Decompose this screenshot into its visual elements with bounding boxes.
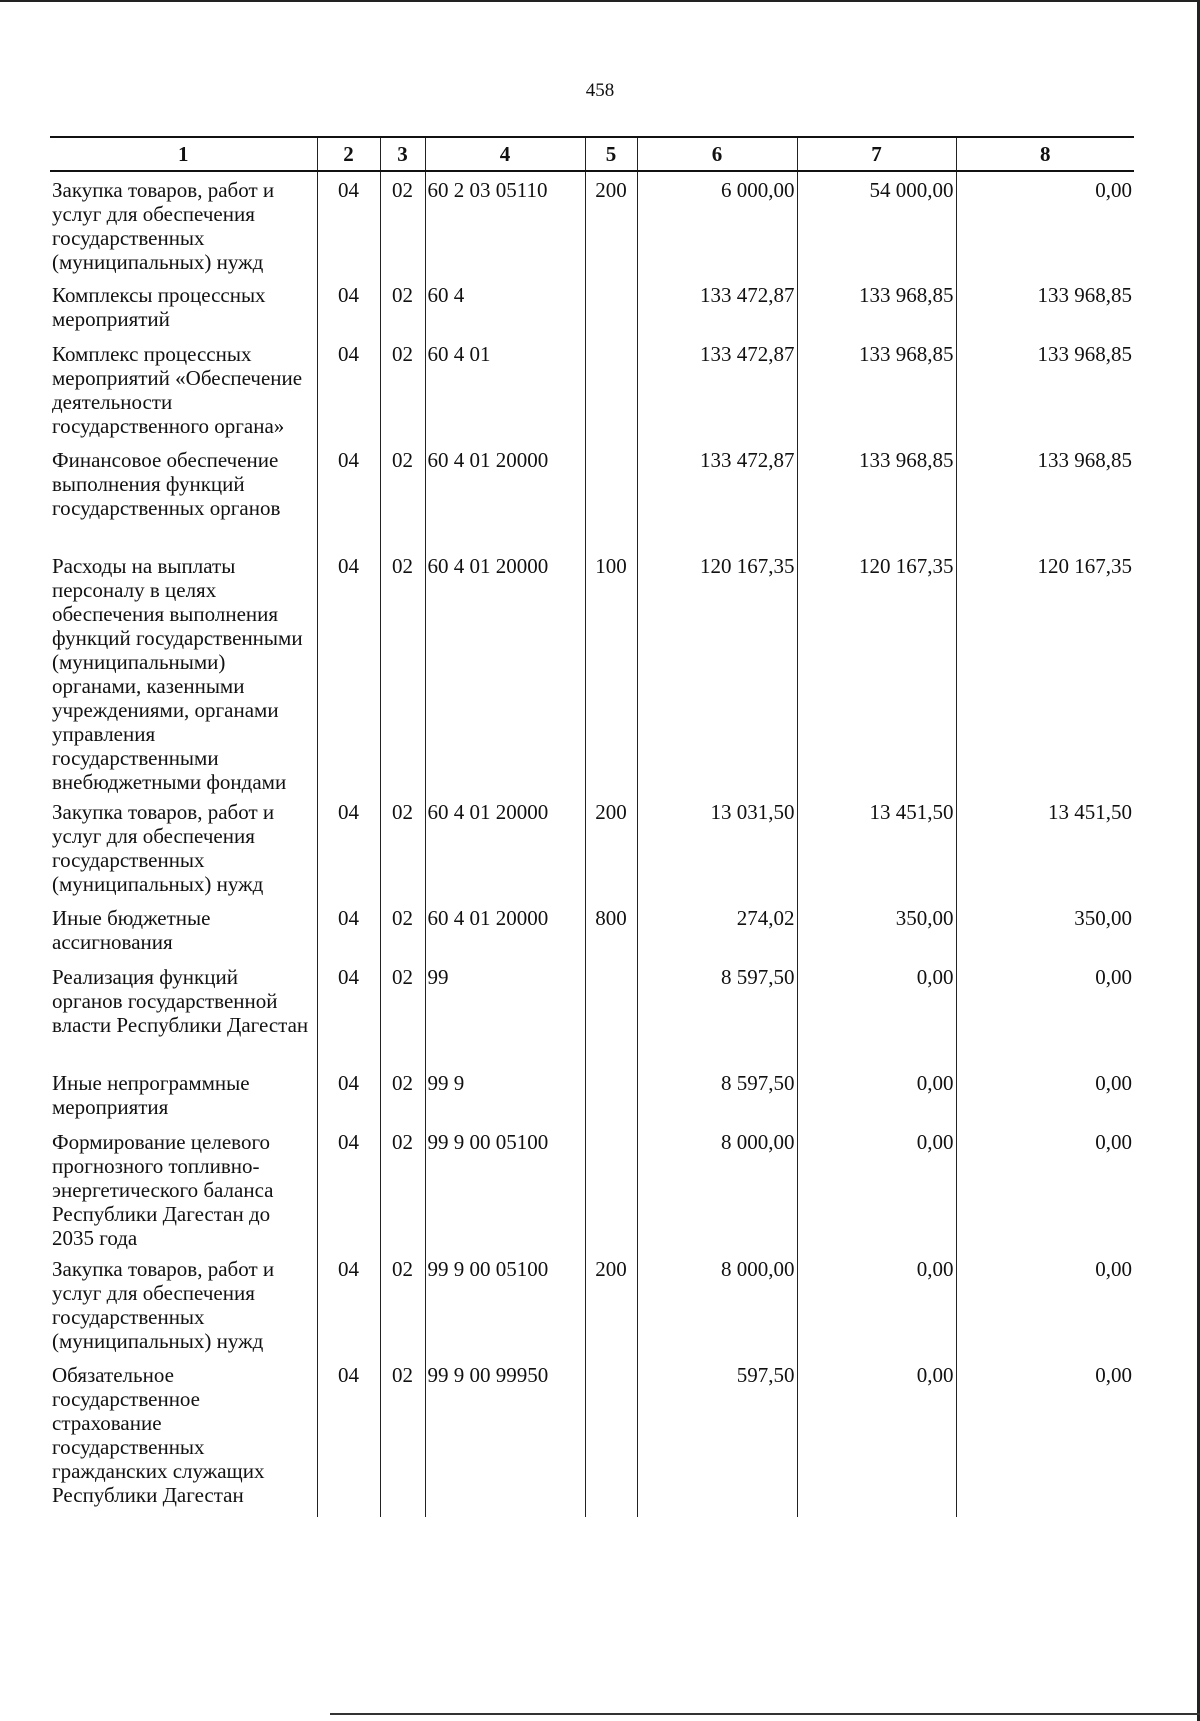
row-section: 04 bbox=[317, 548, 380, 794]
row-amount-col7: 120 167,35 bbox=[797, 548, 956, 794]
row-amount-col8: 0,00 bbox=[956, 1357, 1134, 1517]
row-subsection: 02 bbox=[380, 1065, 425, 1124]
table-row bbox=[50, 277, 1134, 336]
row-amount-col7: 0,00 bbox=[797, 1251, 956, 1357]
table-row bbox=[50, 442, 1134, 548]
header-col-6: 6 bbox=[637, 137, 797, 171]
row-name: Закупка товаров, работ и услуг для обеспечения государственных (муниципальных) нужд bbox=[52, 178, 275, 274]
row-subsection: 02 bbox=[380, 959, 425, 1065]
row-subsection: 02 bbox=[380, 442, 425, 548]
header-col-4: 4 bbox=[425, 137, 585, 171]
row-name: Расходы на выплаты персоналу в целях обеспечения выполнения функций государственными (муниципальными) органами, казенными учреждениями, органами управления государственными внебюджетными фондами bbox=[52, 554, 303, 794]
row-amount-col8: 120 167,35 bbox=[956, 548, 1134, 794]
page-number: 458 bbox=[585, 80, 615, 101]
header-col-5: 5 bbox=[585, 137, 637, 171]
row-subsection: 02 bbox=[380, 900, 425, 959]
row-amount-col8: 13 451,50 bbox=[956, 794, 1134, 900]
row-target-code: 99 9 bbox=[425, 1065, 585, 1124]
header-col-2: 2 bbox=[317, 137, 380, 171]
row-subsection: 02 bbox=[380, 794, 425, 900]
row-expense-type: 800 bbox=[585, 900, 637, 959]
row-subsection: 02 bbox=[380, 1124, 425, 1251]
row-section: 04 bbox=[317, 1251, 380, 1357]
row-section: 04 bbox=[317, 1065, 380, 1124]
header-col-3: 3 bbox=[380, 137, 425, 171]
row-section: 04 bbox=[317, 959, 380, 1065]
row-subsection: 02 bbox=[380, 548, 425, 794]
table-row bbox=[50, 959, 1134, 1065]
row-name: Финансовое обеспечение выполнения функций государственных органов bbox=[52, 448, 281, 520]
row-amount-col6: 6 000,00 bbox=[637, 171, 797, 277]
table-row bbox=[50, 548, 1134, 794]
row-amount-col8: 133 968,85 bbox=[956, 336, 1134, 442]
row-amount-col6: 274,02 bbox=[637, 900, 797, 959]
table-row bbox=[50, 1357, 1134, 1517]
row-amount-col6: 133 472,87 bbox=[637, 442, 797, 548]
row-target-code: 60 4 01 20000 bbox=[425, 548, 585, 794]
row-amount-col8: 133 968,85 bbox=[956, 277, 1134, 336]
row-amount-col6: 8 597,50 bbox=[637, 959, 797, 1065]
row-expense-type bbox=[585, 277, 637, 336]
row-target-code: 99 9 00 05100 bbox=[425, 1251, 585, 1357]
table-row bbox=[50, 794, 1134, 900]
row-amount-col6: 8 000,00 bbox=[637, 1124, 797, 1251]
row-section: 04 bbox=[317, 900, 380, 959]
row-expense-type bbox=[585, 336, 637, 442]
row-amount-col7: 133 968,85 bbox=[797, 277, 956, 336]
header-col-8: 8 bbox=[956, 137, 1134, 171]
row-amount-col6: 8 000,00 bbox=[637, 1251, 797, 1357]
page-frame-bottom bbox=[330, 1713, 1200, 1715]
row-amount-col7: 133 968,85 bbox=[797, 442, 956, 548]
row-amount-col7: 0,00 bbox=[797, 1357, 956, 1517]
row-section: 04 bbox=[317, 277, 380, 336]
row-amount-col6: 133 472,87 bbox=[637, 277, 797, 336]
row-amount-col6: 133 472,87 bbox=[637, 336, 797, 442]
row-amount-col7: 0,00 bbox=[797, 959, 956, 1065]
row-expense-type bbox=[585, 1124, 637, 1251]
row-amount-col7: 0,00 bbox=[797, 1124, 956, 1251]
row-name: Иные непрограммные мероприятия bbox=[52, 1071, 250, 1119]
table-row bbox=[50, 336, 1134, 442]
row-expense-type bbox=[585, 1065, 637, 1124]
row-section: 04 bbox=[317, 794, 380, 900]
row-expense-type: 200 bbox=[585, 1251, 637, 1357]
row-target-code: 99 bbox=[425, 959, 585, 1065]
row-amount-col7: 54 000,00 bbox=[797, 171, 956, 277]
row-amount-col8: 0,00 bbox=[956, 1124, 1134, 1251]
row-name: Формирование целевого прогнозного топливно-энергетического баланса Республики Дагестан до 2035 года bbox=[52, 1130, 274, 1250]
row-section: 04 bbox=[317, 1124, 380, 1251]
header-col-1: 1 bbox=[50, 137, 317, 171]
row-target-code: 99 9 00 05100 bbox=[425, 1124, 585, 1251]
page-frame-top bbox=[0, 0, 1200, 2]
row-target-code: 60 4 01 20000 bbox=[425, 900, 585, 959]
row-target-code: 60 4 01 20000 bbox=[425, 442, 585, 548]
row-subsection: 02 bbox=[380, 336, 425, 442]
table-row bbox=[50, 1065, 1134, 1124]
row-amount-col8: 0,00 bbox=[956, 959, 1134, 1065]
budget-table bbox=[50, 136, 1134, 1517]
row-name: Иные бюджетные ассигнования bbox=[52, 906, 211, 954]
row-name: Реализация функций органов государственной власти Республики Дагестан bbox=[52, 965, 309, 1037]
row-amount-col7: 0,00 bbox=[797, 1065, 956, 1124]
row-subsection: 02 bbox=[380, 1251, 425, 1357]
row-name: Закупка товаров, работ и услуг для обеспечения государственных (муниципальных) нужд bbox=[52, 1257, 275, 1353]
row-section: 04 bbox=[317, 336, 380, 442]
row-subsection: 02 bbox=[380, 171, 425, 277]
row-amount-col8: 0,00 bbox=[956, 171, 1134, 277]
row-amount-col8: 350,00 bbox=[956, 900, 1134, 959]
row-amount-col8: 133 968,85 bbox=[956, 442, 1134, 548]
table-row bbox=[50, 1124, 1134, 1251]
row-target-code: 99 9 00 99950 bbox=[425, 1357, 585, 1517]
row-name: Обязательное государственное страхование государственных гражданских служащих Республики Дагестан bbox=[52, 1363, 265, 1507]
row-expense-type: 200 bbox=[585, 794, 637, 900]
row-amount-col8: 0,00 bbox=[956, 1065, 1134, 1124]
table-row bbox=[50, 1251, 1134, 1357]
table-row bbox=[50, 900, 1134, 959]
row-amount-col7: 13 451,50 bbox=[797, 794, 956, 900]
row-subsection: 02 bbox=[380, 1357, 425, 1517]
row-expense-type bbox=[585, 442, 637, 548]
row-amount-col6: 597,50 bbox=[637, 1357, 797, 1517]
row-name: Закупка товаров, работ и услуг для обеспечения государственных (муниципальных) нужд bbox=[52, 800, 275, 896]
row-name: Комплексы процессных мероприятий bbox=[52, 283, 266, 331]
row-name: Комплекс процессных мероприятий «Обеспечение деятельности государственного органа» bbox=[52, 342, 303, 438]
row-section: 04 bbox=[317, 171, 380, 277]
row-target-code: 60 4 bbox=[425, 277, 585, 336]
row-amount-col6: 13 031,50 bbox=[637, 794, 797, 900]
row-section: 04 bbox=[317, 442, 380, 548]
header-col-7: 7 bbox=[797, 137, 956, 171]
table-body bbox=[50, 171, 1134, 1517]
row-target-code: 60 2 03 05110 bbox=[425, 171, 585, 277]
table-row bbox=[50, 171, 1134, 277]
row-expense-type bbox=[585, 959, 637, 1065]
row-section: 04 bbox=[317, 1357, 380, 1517]
row-expense-type bbox=[585, 1357, 637, 1517]
header-row bbox=[50, 137, 1134, 171]
row-expense-type: 100 bbox=[585, 548, 637, 794]
row-amount-col6: 8 597,50 bbox=[637, 1065, 797, 1124]
row-amount-col7: 133 968,85 bbox=[797, 336, 956, 442]
row-subsection: 02 bbox=[380, 277, 425, 336]
row-amount-col8: 0,00 bbox=[956, 1251, 1134, 1357]
row-expense-type: 200 bbox=[585, 171, 637, 277]
row-target-code: 60 4 01 20000 bbox=[425, 794, 585, 900]
row-amount-col7: 350,00 bbox=[797, 900, 956, 959]
row-amount-col6: 120 167,35 bbox=[637, 548, 797, 794]
row-target-code: 60 4 01 bbox=[425, 336, 585, 442]
